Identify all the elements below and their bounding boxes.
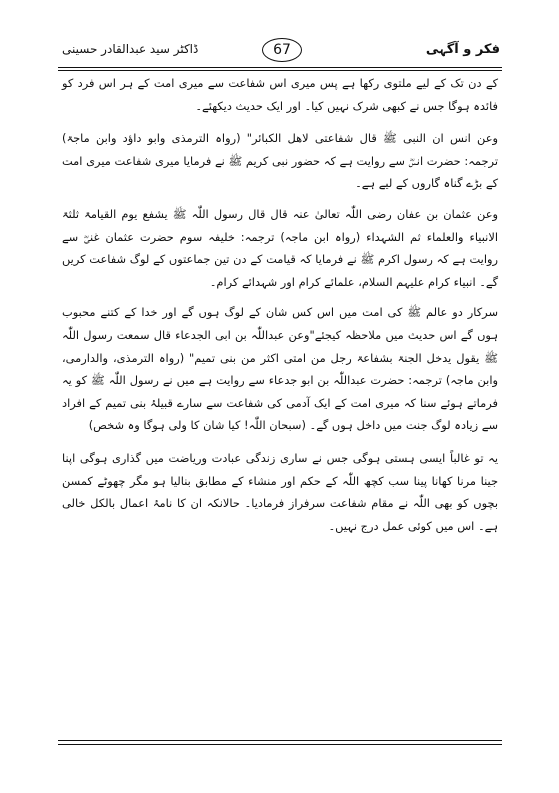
paragraph: وعن انس ان النبی ﷺ قال شفاعتی لاھل الکبائر" (رواہ الترمذی وابو داؤد وابن ماجۃ) ترجمہ: حضرت انسؓ سے روایت ہے کہ حضور نبی کریم ﷺ نے فرمایا میری شفاعت میری امت کے بڑے گناہ گاروں کے لیے ہے۔ bbox=[62, 131, 498, 191]
paragraph: یہ تو غالباً ایسی ہستی ہوگی جس نے ساری زندگی عبادت وریاضت میں گذاری ہوگی اپنا جینا مرنا کھانا پینا سب کچھ اللّٰہ کے حکم اور منشاء کے مطابق بنالیا ہو مگر چھوٹے کمسن بچوں کو بھی اللّٰہ نے مقام شفاعت سرفراز فرمادیا۔ حالانکہ ان کا نامۂ اعمال بالکل خالی ہے۔ اس میں کوئی عمل درج نہیں۔ bbox=[62, 450, 498, 533]
header-divider bbox=[58, 67, 502, 68]
footer-divider-inner bbox=[58, 744, 502, 745]
header-divider-inner bbox=[58, 70, 502, 71]
paragraph: سرکار دو عالم ﷺ کی امت میں اس کس شان کے لوگ ہوں گے اور خدا کے کتنے محبوب ہوں گے اس حدیث میں ملاحظہ کیجئے"وعن عبداللّٰہ بن ابی الجدعاء قال سمعت رسول اللّٰہ ﷺ یقول یدخل الجنۃ بشفاعۃ رجل من امتی اکثر من بنی تمیم" (رواہ الترمذی، والدارمی، وابن ماجہ) ترجمہ: حضرت عبداللّٰہ بن ابو جدعاء سے روایت ہے میں نے رسول اللّٰہ ﷺ کو یہ فرماتے ہوئے سنا کہ میری امت کے ایک آدمی کی شفاعت سے سارے قبیلۂ بنی تمیم کے افراد سے زیادہ لوگ جنت میں داخل ہوں گے۔ (سبحان اللّٰہ! کیا شان کا ولی ہوگا وہ شخص) bbox=[62, 305, 498, 433]
author-name: ڈاکٹر سید عبدالقادر حسینی bbox=[62, 42, 199, 56]
page-body bbox=[62, 72, 498, 537]
paragraph: وعن عثمان بن عفان رضی اللّٰہ تعالیٰ عنہ قال قال رسول اللّٰہ ﷺ یشفع یوم القیامۃ ثلثۃ الانبیاء والعلماء ثم الشہداء (رواہ ابن ماجہ) ترجمہ: خلیفہ سوم حضرت عثمان غنیؓ سے روایت ہے کہ رسول اکرم ﷺ نے فرمایا کہ قیامت کے دن تین جماعتوں کے لوگ شفاعت کریں گے۔ انبیاء کرام علیہم السلام، علمائے کرام اور شہدائے کرام۔ bbox=[62, 206, 498, 289]
book-title: فکر و آگہی bbox=[425, 42, 500, 57]
page-header bbox=[62, 38, 500, 64]
paragraph: کے دن تک کے لیے ملتوی رکھا ہے پس میری اس شفاعت سے میری امت کے ہر اس فرد کو فائدہ ہوگا جس نے کبھی شرک نہیں کیا۔ اور ایک حدیث دیکھئے۔ bbox=[62, 76, 498, 113]
footer-divider bbox=[58, 740, 502, 741]
page-number: 67 bbox=[262, 38, 302, 62]
